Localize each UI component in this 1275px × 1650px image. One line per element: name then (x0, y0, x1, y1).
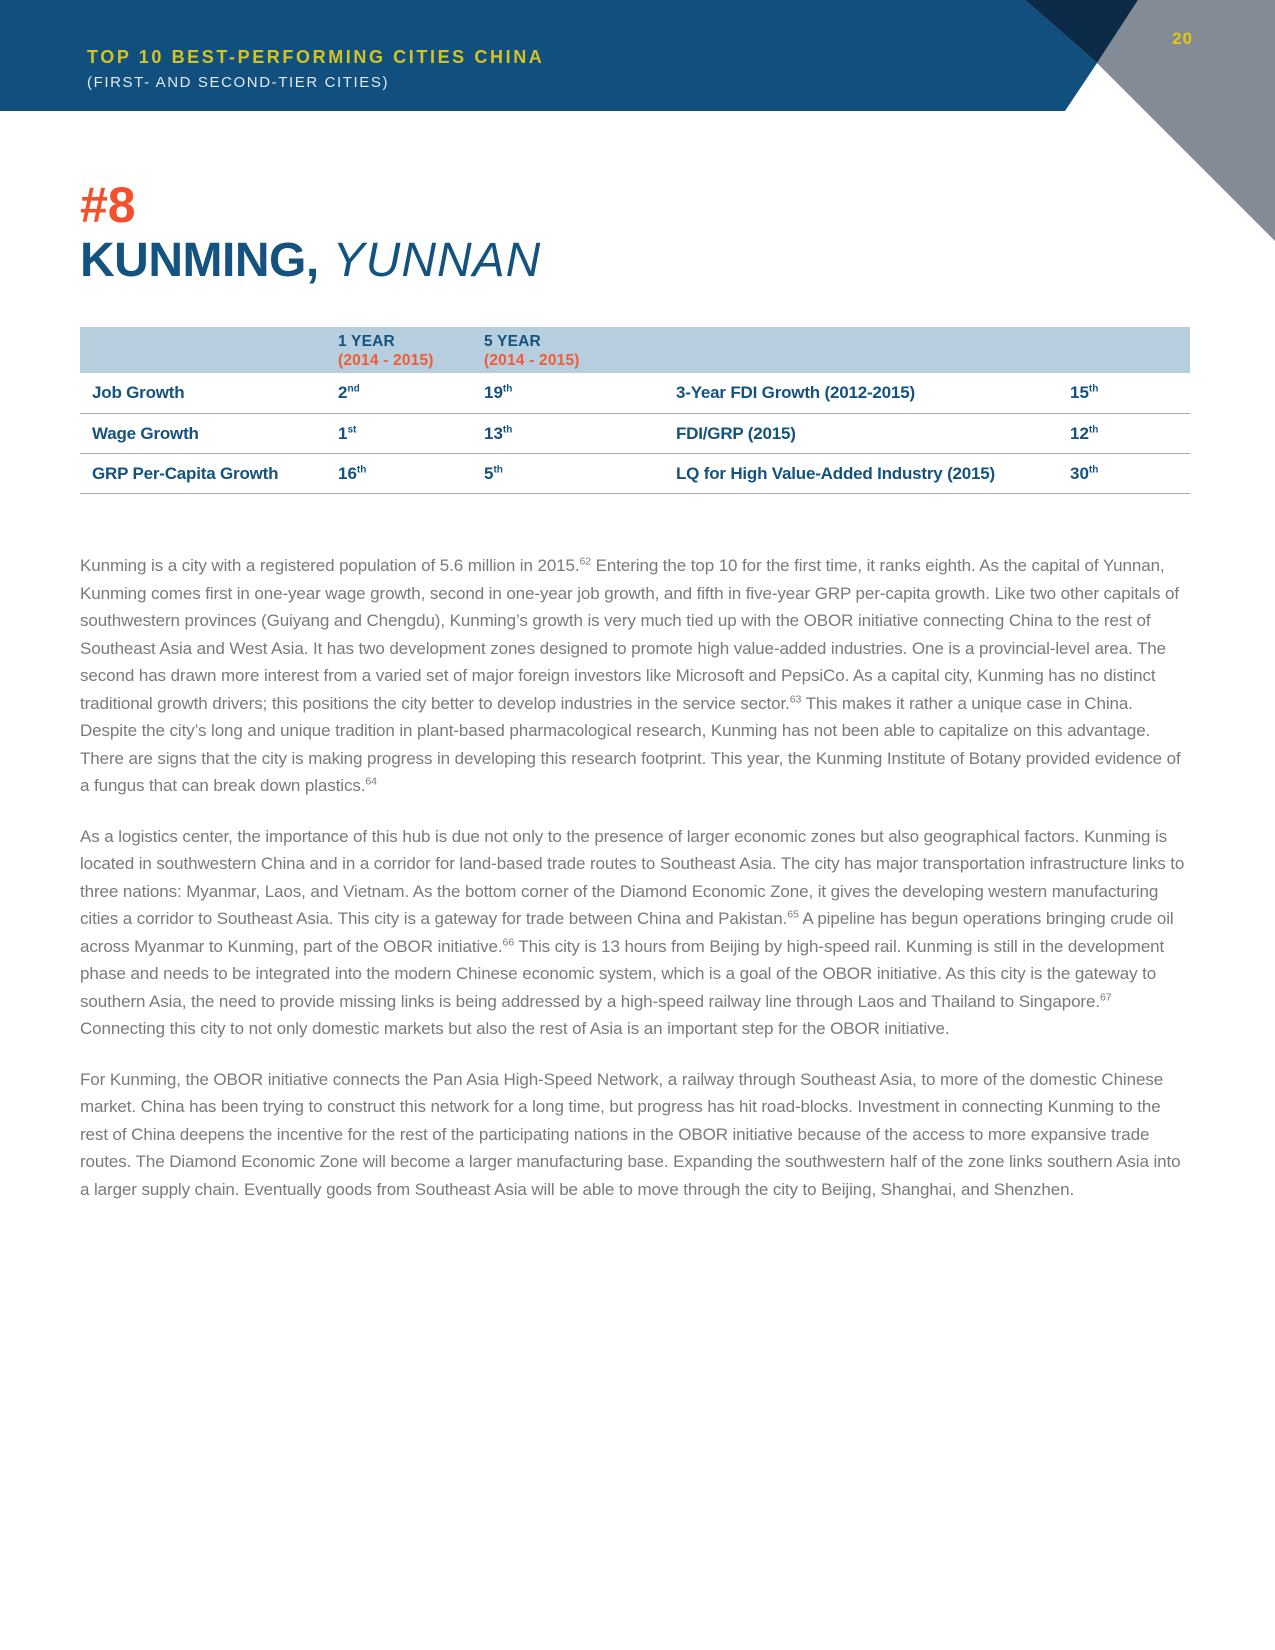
report-subtitle: (FIRST- AND SECOND-TIER CITIES) (87, 74, 390, 91)
header-spacer-cell (676, 349, 1070, 351)
table-row (80, 373, 1190, 413)
city-name: KUNMING, (80, 234, 319, 287)
header-text-block (87, 46, 544, 93)
col-header-range: (2014 - 2015) (484, 352, 580, 369)
stat-rank-5yr: 5th (484, 463, 503, 483)
report-title: TOP 10 BEST-PERFORMING CITIES CHINA (87, 47, 545, 67)
col-header-period: 5 YEAR (484, 333, 541, 350)
stat-label: LQ for High Value-Added Industry (2015) (676, 463, 996, 483)
page-number: 20 (1172, 29, 1193, 48)
stats-table (80, 327, 1190, 494)
body-copy (80, 552, 1190, 1226)
header-5year-cell (484, 330, 676, 370)
header-1year-cell (338, 330, 484, 370)
stat-rank-1yr: 1st (338, 423, 357, 443)
col-header-range: (2014 - 2015) (338, 352, 434, 369)
stat-label: 3-Year FDI Growth (2012-2015) (676, 383, 915, 402)
table-row (80, 413, 1190, 453)
stat-label: Job Growth (92, 383, 185, 402)
stat-label: Wage Growth (92, 423, 199, 443)
paragraph-2: As a logistics center, the importance of this hub is due not only to the presence of larger economic zones but also geographical factors. Kunming is located in southwestern China and in a corridor for land-based trade routes to Southeast Asia. The city has major transportation infrastructure links to three nations: Myanmar, Laos, and Vietnam. As the bottom corner of the Diamond Economic Zone, it gives the developing western manufacturing cities a corridor to Southeast Asia. This city is a gateway for trade between China and Pakistan.$^{65}$ A pipeline has begun operations bringing crude oil across Myanmar to Kunming, part of the OBOR initiative.$^{66}$ This city is 13 hours from Beijing by high-speed rail. Kunming is still in the development phase and needs to be integrated into the modern Chinese economic system, which is a goal of the OBOR initiative. As this city is the gateway to southern Asia, the need to provide missing links is being addressed by a high-speed railway line through Laos and Thailand to Singapore.$^{67}$ Connecting this city to not only domestic markets but also the rest of Asia is an important step for the OBOR initiative. (80, 826, 1185, 1038)
header-spacer-cell (1070, 349, 1190, 351)
stat-rank: 30th (1070, 463, 1099, 483)
stat-rank-5yr: 19th (484, 383, 513, 402)
paragraph-3: For Kunming, the OBOR initiative connects the Pan Asia High-Speed Network, a railway through Southeast Asia, to more of the domestic Chinese market. China has been trying to construct this network for a long time, but progress has hit road-blocks. Investment in connecting Kunming to the rest of China deepens the incentive for the rest of the participating nations in the OBOR initiative because of the access to more expansive trade routes. The Diamond Economic Zone will become a larger manufacturing base. Expanding the southwestern half of the zone links southern Asia into a larger supply chain. Eventually goods from Southeast Asia will be able to move through the city to Beijing, Shanghai, and Shenzhen. (80, 1069, 1181, 1199)
stat-rank-1yr: 2nd (338, 383, 360, 402)
stat-rank-5yr: 13th (484, 423, 513, 443)
stats-table-header-row (80, 327, 1190, 373)
city-name-line (80, 232, 541, 301)
col-header-period: 1 YEAR (338, 333, 395, 350)
city-rank-number: #8 (80, 177, 136, 233)
paragraph-1: Kunming is a city with a registered population of 5.6 million in 2015.62 Entering the top 10 for the first time, it ranks eighth. As the capital of Yunnan, Kunming comes first in one-year wage growth, second in one-year job growth, and fifth in five-year GRP per-capita growth. Like two other capitals of southwestern provinces (Guiyang and Chengdu), Kunming’s growth is very much tied up with the OBOR initiative connecting China to the rest of Southeast Asia and West Asia. It has two development zones designed to promote high value-added industries. One is a provincial-level area. The second has drawn more interest from a varied set of major foreign investors like Microsoft and PepsiCo. As a capital city, Kunming has no distinct traditional growth drivers; this positions the city better to develop industries in the service sector.$^{63}$ This makes it rather a unique case in China. Despite the city’s long and unique tradition in plant-based pharmacological research, Kunming has not been able to capitalize on this advantage. There are signs that the city is making progress in developing this research footprint. This year, the Kunming Institute of Botany provided evidence of a fungus that can break down plastics.$^{64}$ (80, 555, 1181, 795)
city-province: YUNNAN (332, 234, 542, 287)
table-row (80, 453, 1190, 493)
header-spacer-cell (80, 349, 338, 351)
stat-rank: 12th (1070, 423, 1099, 443)
stats-table-body (80, 373, 1190, 494)
stat-rank: 15th (1070, 383, 1099, 402)
stat-label: GRP Per-Capita Growth (92, 463, 279, 483)
city-heading (80, 178, 541, 301)
stat-rank-1yr: 16th (338, 463, 367, 483)
stat-label: FDI/GRP (2015) (676, 423, 796, 443)
